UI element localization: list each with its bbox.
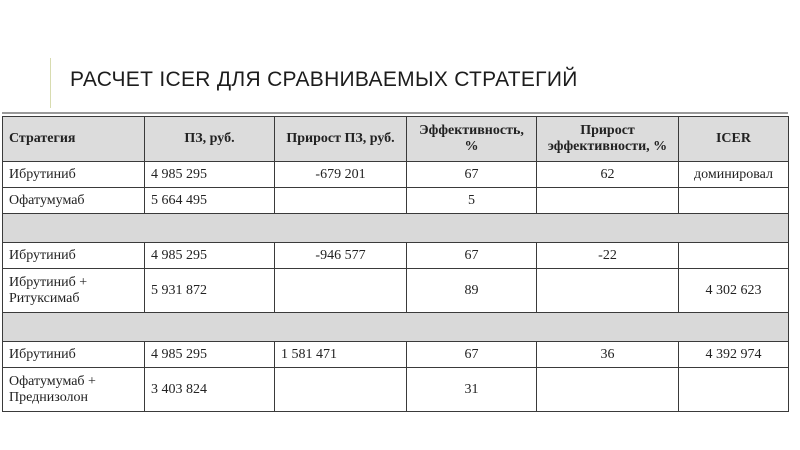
cell-effectiveness: 5 [407, 188, 537, 214]
table-row [3, 162, 789, 188]
title-accent-line [50, 58, 51, 108]
table-row [3, 342, 789, 368]
cell-cost-increment: -946 577 [275, 243, 407, 269]
cell-strategy: Офатумумаб + Преднизолон [3, 368, 145, 412]
header-effectiveness: Эффективность, % [407, 117, 537, 162]
cell-icer [679, 188, 789, 214]
cell-effectiveness-increment [537, 188, 679, 214]
table-row [3, 243, 789, 269]
icer-table [2, 116, 789, 412]
group-separator-row [3, 214, 789, 243]
cell-icer: доминировал [679, 162, 789, 188]
cell-effectiveness-increment [537, 269, 679, 313]
header-cost-increment: Прирост ПЗ, руб. [275, 117, 407, 162]
cell-cost: 4 985 295 [145, 342, 275, 368]
cell-strategy: Ибрутиниб [3, 342, 145, 368]
cell-cost: 4 985 295 [145, 243, 275, 269]
cell-effectiveness: 67 [407, 342, 537, 368]
icer-table-container [2, 112, 788, 412]
group-separator-row [3, 313, 789, 342]
cell-effectiveness: 67 [407, 162, 537, 188]
cell-icer [679, 243, 789, 269]
cell-cost: 4 985 295 [145, 162, 275, 188]
group-separator [3, 214, 789, 243]
header-strategy: Стратегия [3, 117, 145, 162]
cell-cost: 3 403 824 [145, 368, 275, 412]
cell-effectiveness-increment: -22 [537, 243, 679, 269]
cell-effectiveness: 31 [407, 368, 537, 412]
cell-cost-increment: 1 581 471 [275, 342, 407, 368]
cell-effectiveness: 89 [407, 269, 537, 313]
cell-cost-increment: -679 201 [275, 162, 407, 188]
group-separator [3, 313, 789, 342]
cell-icer: 4 392 974 [679, 342, 789, 368]
table-header-row [3, 117, 789, 162]
cell-strategy: Ибрутиниб + Ритуксимаб [3, 269, 145, 313]
slide-title: РАСЧЕТ ICER ДЛЯ СРАВНИВАЕМЫХ СТРАТЕГИЙ [70, 68, 578, 91]
cell-cost-increment [275, 368, 407, 412]
header-icer: ICER [679, 117, 789, 162]
header-effectiveness-increment: Прирост эффективности, % [537, 117, 679, 162]
table-row [3, 269, 789, 313]
cell-effectiveness-increment [537, 368, 679, 412]
header-cost: ПЗ, руб. [145, 117, 275, 162]
cell-effectiveness-increment: 62 [537, 162, 679, 188]
table-row [3, 188, 789, 214]
cell-strategy: Ибрутиниб [3, 162, 145, 188]
cell-cost: 5 931 872 [145, 269, 275, 313]
cell-effectiveness: 67 [407, 243, 537, 269]
table-row [3, 368, 789, 412]
cell-icer: 4 302 623 [679, 269, 789, 313]
cell-effectiveness-increment: 36 [537, 342, 679, 368]
cell-icer [679, 368, 789, 412]
cell-cost: 5 664 495 [145, 188, 275, 214]
cell-cost-increment [275, 188, 407, 214]
cell-cost-increment [275, 269, 407, 313]
cell-strategy: Ибрутиниб [3, 243, 145, 269]
cell-strategy: Офатумумаб [3, 188, 145, 214]
